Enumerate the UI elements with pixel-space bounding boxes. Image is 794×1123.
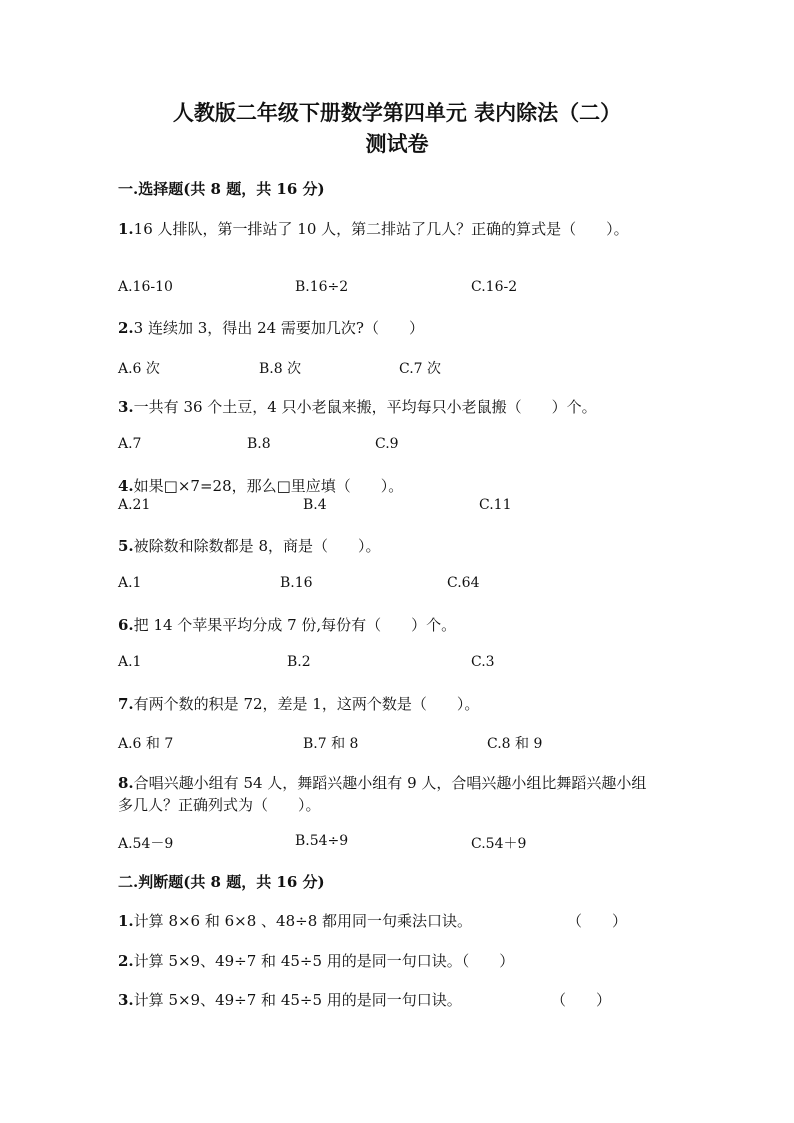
option-a: A.1	[118, 575, 142, 591]
judge-question-3	[118, 989, 462, 1010]
question-text: 16 人排队，第一排站了 10 人，第二排站了几人？正确的算式是（ ）。	[133, 220, 629, 238]
option-c: C.64	[447, 575, 480, 591]
option-a: A.6 次	[118, 361, 160, 377]
option-b: B.16	[280, 575, 313, 591]
page-title: 人教版二年级下册数学第四单元 表内除法（二）	[172, 100, 622, 125]
option-c: C.9	[375, 436, 399, 452]
answer-bracket: （ ）	[567, 912, 628, 930]
option-c: C.54＋9	[471, 836, 527, 852]
options-5	[118, 575, 718, 595]
option-c: C.11	[479, 497, 512, 513]
question-4	[118, 475, 403, 496]
question-number: 2.	[118, 952, 134, 970]
options-2	[118, 358, 718, 378]
option-b: B.7 和 8	[303, 736, 359, 752]
question-text-continued: 多几人？正确列式为（ ）。	[118, 796, 321, 814]
options-7	[118, 733, 718, 753]
section-heading-choice: 一.选择题(共 8 题，共 16 分)	[118, 180, 325, 198]
question-number: 7.	[118, 695, 134, 713]
option-a: A.21	[118, 497, 151, 513]
option-a: A.1	[118, 654, 142, 670]
question-text: 一共有 36 个土豆，4 只小老鼠来搬，平均每只小老鼠搬（ ）个。	[133, 398, 597, 416]
option-b: B.16÷2	[295, 279, 349, 295]
question-7	[118, 693, 479, 714]
judge-question-2	[118, 950, 514, 971]
question-number: 6.	[118, 616, 134, 634]
option-a: A.16-10	[118, 279, 173, 295]
question-text: 计算 5×9、49÷7 和 45÷5 用的是同一句口诀。	[133, 991, 462, 1009]
question-8	[118, 772, 646, 793]
option-b: B.54÷9	[295, 833, 349, 849]
option-c: C.3	[471, 654, 495, 670]
options-3	[118, 436, 718, 456]
option-b: B.4	[303, 497, 327, 513]
question-text: 把 14 个苹果平均分成 7 份,每份有（ ）个。	[133, 616, 457, 634]
option-c: C.16-2	[471, 279, 518, 295]
question-number: 2.	[118, 319, 134, 337]
options-4	[118, 497, 718, 517]
question-text: 有两个数的积是 72，差是 1，这两个数是（ ）。	[133, 695, 480, 713]
question-text: 被除数和除数都是 8，商是（ ）。	[133, 537, 381, 555]
option-a: A.7	[118, 436, 142, 452]
question-text: 计算 5×9、49÷7 和 45÷5 用的是同一句口诀。（ ）	[133, 952, 515, 970]
answer-bracket: （ ）	[551, 991, 612, 1009]
options-1	[118, 279, 718, 299]
question-6	[118, 614, 456, 635]
section-heading-judge: 二.判断题(共 8 题，共 16 分)	[118, 873, 325, 891]
option-b: B.8 次	[259, 361, 302, 377]
options-8	[118, 833, 718, 853]
question-text: 合唱兴趣小组有 54 人，舞蹈兴趣小组有 9 人，合唱兴趣小组比舞蹈兴趣小组	[133, 774, 647, 792]
question-number: 1.	[118, 220, 134, 238]
option-c: C.7 次	[399, 361, 442, 377]
question-text: 计算 8×6 和 6×8 、48÷8 都用同一句乘法口诀。	[133, 912, 473, 930]
options-6	[118, 654, 718, 674]
question-number: 4.	[118, 477, 134, 495]
question-5	[118, 535, 381, 556]
question-number: 3.	[118, 398, 134, 416]
question-2	[118, 317, 424, 338]
judge-question-1	[118, 910, 472, 931]
question-text: 3 连续加 3，得出 24 需要加几次?（ ）	[133, 319, 424, 337]
option-b: B.8	[247, 436, 271, 452]
question-8-line2	[118, 794, 321, 815]
option-b: B.2	[287, 654, 311, 670]
option-a: A.6 和 7	[118, 736, 174, 752]
option-c: C.8 和 9	[487, 736, 543, 752]
question-number: 1.	[118, 912, 134, 930]
question-1	[118, 218, 629, 239]
question-text: 如果□×7=28，那么□里应填（ ）。	[133, 477, 404, 495]
question-3	[118, 396, 597, 417]
question-number: 5.	[118, 537, 134, 555]
question-number: 3.	[118, 991, 134, 1009]
page-subtitle: 测试卷	[365, 131, 429, 156]
option-a: A.54－9	[118, 836, 174, 852]
question-number: 8.	[118, 774, 134, 792]
